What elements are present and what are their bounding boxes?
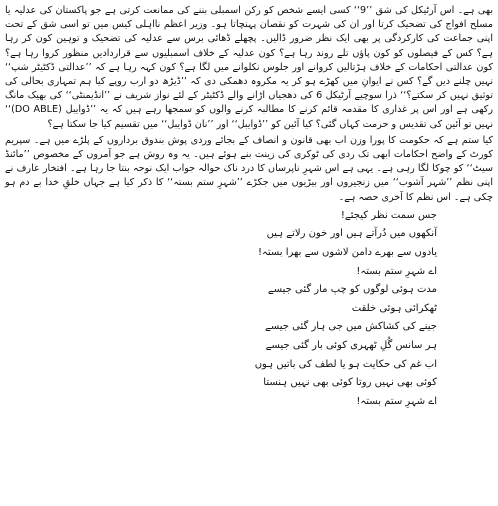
column-paragraph-2: کیا ستم ہے کہ حکومت کا پورا وزن اب بھی قانون و انصاف کے بجائے وردی پوش بندوق برداروں کے پلڑے میں ہے۔ سپریم کورٹ کے واضح احکامات ابھی تک ردی کی ٹوکری کی زینت بنے ہوئے ہیں۔ یہ وہ روش ہے جو آمروں کے مخصوص ’’مائنڈ سیٹ‘‘ کو چوکا لگا رہی ہے۔ یہی ہے اس شہرِ ناپرساں کا درد ناک حوالہ جواب ایک نوحہ بنتا جا رہا ہے۔ افتخار عارف نے اپنی نظم ’’شہر آشوب‘‘ میں زنجیروں اور بیڑیوں میں جکڑے ’’شہرِ ستم بستہ‘‘ کا ذکر کیا ہے جہاں خلقِ خدا بے دم ہو چکی ہے۔ اس نظم کا آخری حصہ ہے۔ (5, 134, 493, 203)
poem-line: آنکھوں میں دُرآتے ہیں اور خون رلاتے ہیں (266, 228, 437, 240)
poem-line: کوئی بھی نہیں روتا کوئی بھی نہیں ہنستا (263, 377, 437, 389)
poem-line: ہر سانس گُلِ ٹھہری کوئی بار گئی جیسے (265, 340, 437, 351)
poem-line: جینے کی کشاکش میں جی ہار گئی جیسے (265, 321, 437, 333)
poem-line: یادوں سے بھرے دامن لاشوں سے بھرا بستہ! (257, 247, 437, 259)
poem-line: اب غم کی حکایت ہو یا لطف کی باتیں ہوں (254, 358, 437, 370)
poem-line: مدت ہوئی لوگوں کو چپ مار گئی جیسے (267, 284, 437, 296)
poem-excerpt (5, 207, 493, 412)
poem-closing-line: اے شہرِ ستم بستہ! (356, 395, 437, 407)
poem-line: ٹھکرائی ہوئی خلقت (351, 302, 437, 314)
poem-line: اے شہرِ ستم بستہ! (356, 265, 437, 277)
poem-heading: جس سمت نظر کیجئے! (340, 209, 437, 221)
column-paragraph-1: بھی ہے۔ اس آرٹیکل کی شق ’’9‘‘ کسی ایسے شخص کو رکن اسمبلی بننے کی ممانعت کرتی ہے جو پاکستان کی عدلیہ یا مسلح افواج کی تضحیک کرتا اور ان کی شہرت کو نقصان پہنچاتا ہو۔ وزیر اعظم نااہلی کیس میں تو اسی شق کے تحت اپنی جماعت کی کارکردگی پر بھی ایک نظر ضرور ڈالیں۔ پچھلے ڈھائی برس سے عدلیہ کی تضحیک و توہین کون کر رہا ہے؟ کس کے فیصلوں کو کون پاؤں تلے روند رہا ہے؟ کون عدلیہ کے خلاف اسمبلیوں سے قراردادیں منظور کروا رہا ہے؟ کون عدالتی احکامات کے خلاف ہڑتالیں کروانے اور جلوس نکلوانے میں لگا ہے؟ کون کہہ رہا ہے کہ ’’عدالتی ڈکٹیٹر شپ‘‘ نہیں چلنے دیں گے؟ کس نے ایوانِ میں کھڑے ہو کر یہ مکروہ دھمکی دی کہ ’’ڈیڑھ دو ارب روپے کیا ہم تمہاری بحالی کی توثیق نہیں کر سکتے؟‘‘ ذرا سوچیے آرٹیکل 6 کی دھجیاں اڑانے والے ڈکٹیٹر کے لئے نواز شریف نے ’’انڈیمنٹی‘‘ کی بھیک مانگ رکھی ہے اور اس پر غداری کا مقدمہ قائم کرنے کا مطالبہ کرنے والوں کو سمجھا رہے ہیں کہ یہ ’’ڈوایبل (DO ABLE)‘‘ نہیں تو آئین کی تقدیس و حرمت کہاں گئی؟ کیا آئین کو ’’ڈوایبل‘‘ اور ’’نان ڈوایبل‘‘ میں تقسیم کیا جا سکتا ہے؟ (5, 5, 494, 130)
